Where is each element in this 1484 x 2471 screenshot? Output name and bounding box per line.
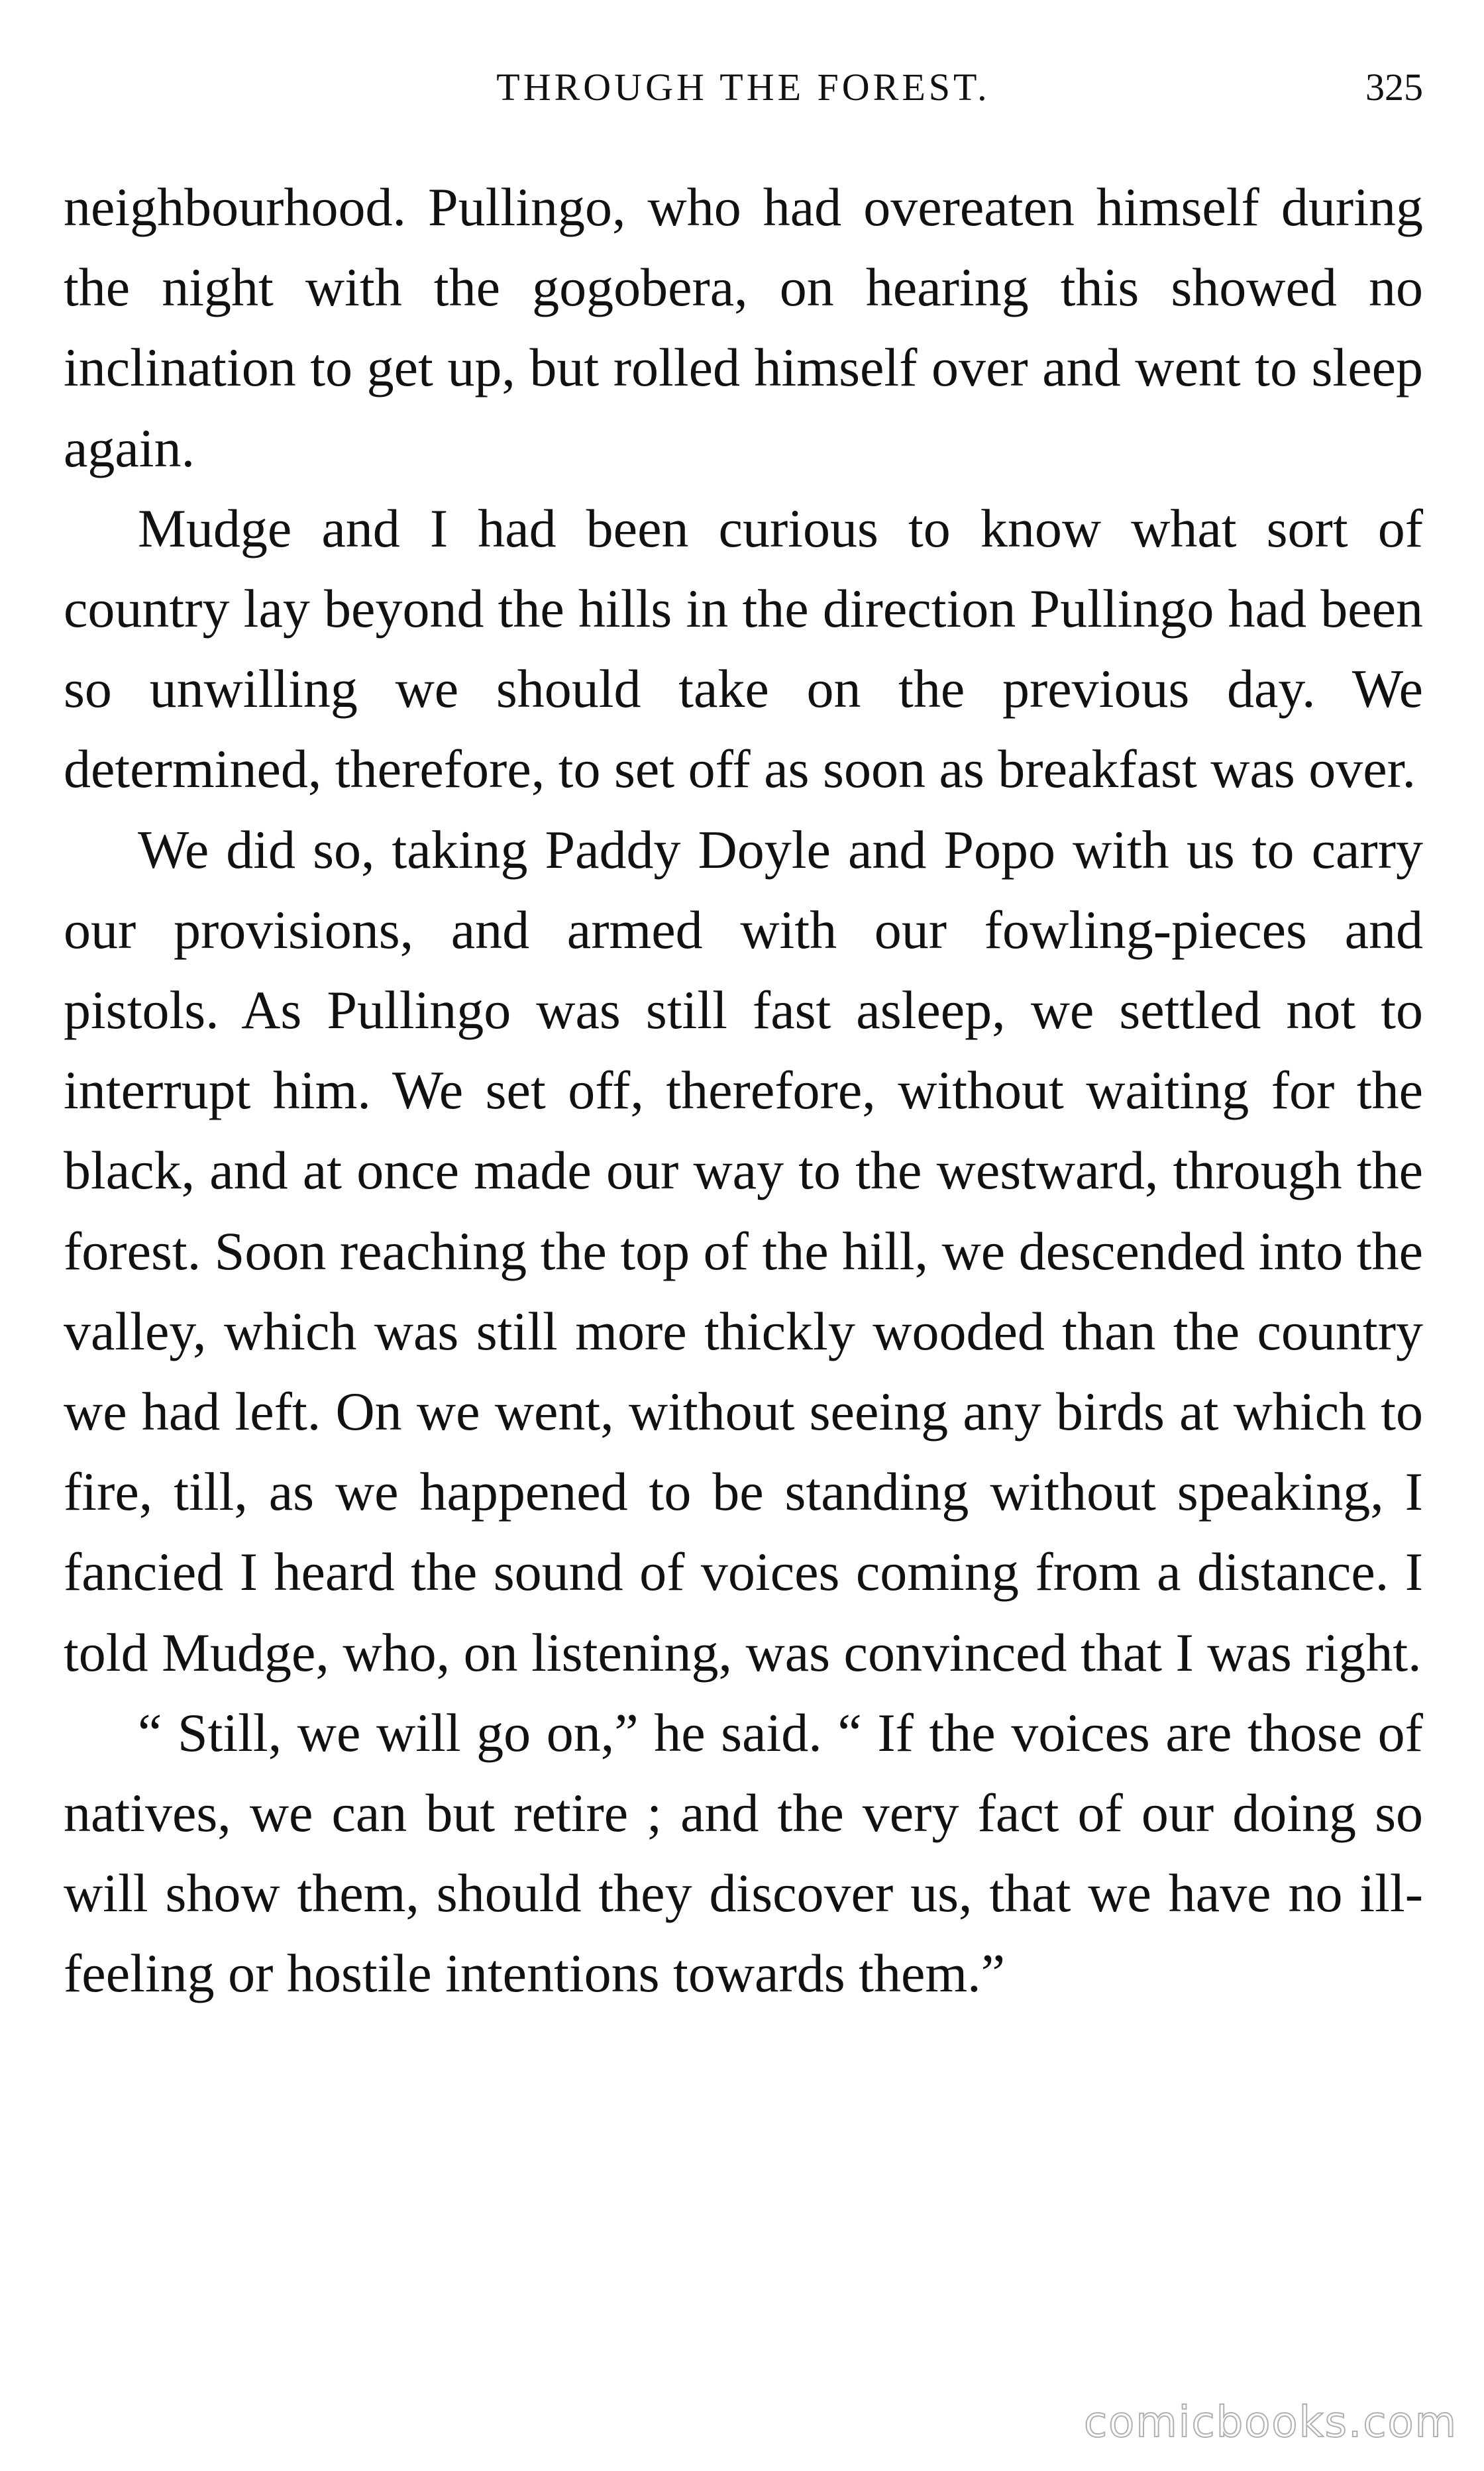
watermark: comicbooks.com xyxy=(1083,2398,1458,2447)
paragraph-continuation: neighbourhood. Pullingo, who had overeaten himself during the night with the gogobera, on hearing this showed no inclination to get up, but rolled himself over and went to sleep again. xyxy=(64,177,1423,478)
running-title: THROUGH THE FOREST. xyxy=(496,66,990,109)
paragraph: “ Still, we will go on,” he said. “ If the voices are those of natives, we can but retire ; and the very fact of our doing so will show them, should they discover us, that we have no ill-feeling or hostile intentions towards them.” xyxy=(64,1702,1423,2004)
paragraph: Mudge and I had been curious to know what sort of country lay beyond the hills in the direction Pullingo had been so unwilling we should take on the previous day. We determined, therefore, to set off as soon as breakfast was over. xyxy=(64,498,1423,800)
running-header xyxy=(64,61,1423,114)
paragraph: We did so, taking Paddy Doyle and Popo with us to carry our provisions, and armed with our fowling-pieces and pistols. As Pullingo was still fast asleep, we settled not to interrupt him. We set off, therefore, without waiting for the black, and at once made our way to the westward, through the forest. Soon reaching the top of the hill, we descended into the valley, which was still more thickly wooded than the country we had left. On we went, without seeing any birds at which to fire, till, as we happened to be standing without speaking, I fancied I heard the sound of voices coming from a distance. I told Mudge, who, on listening, was convinced that I was right. xyxy=(64,819,1423,1683)
page-number: 325 xyxy=(1365,66,1423,109)
body-text xyxy=(64,167,1423,2014)
